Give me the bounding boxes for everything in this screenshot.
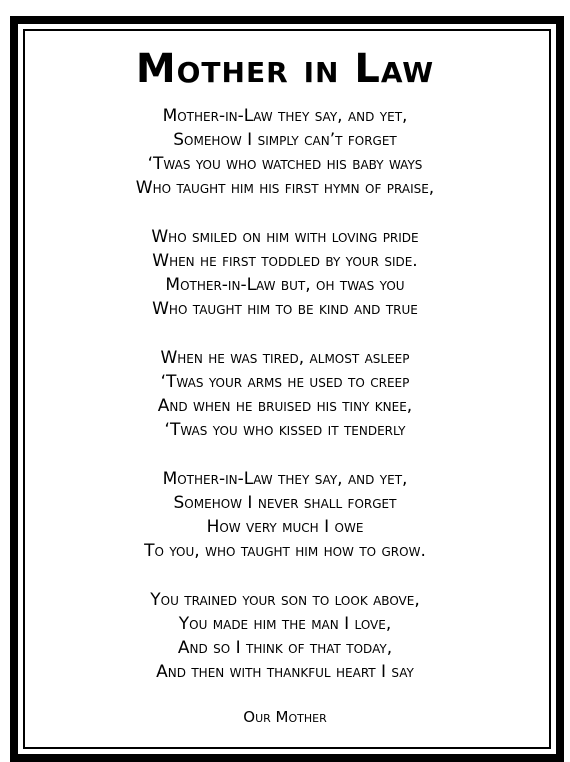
poem-line: And so I think of that today,: [177, 638, 393, 658]
poem-line: Mother-in-Law but, oh twas you: [165, 275, 405, 295]
poem-line: When he first toddled by your side.: [152, 251, 418, 271]
poem-line: When he was tired, almost asleep: [160, 348, 410, 368]
poem-line: You made him the man I love,: [178, 614, 392, 634]
poem-line: Somehow I never shall forget: [173, 493, 397, 513]
poem-line: ‘Twas you who kissed it tenderly: [164, 420, 406, 440]
stanza-5: [0, 588, 570, 684]
stanza-2: [0, 225, 570, 321]
poem-line: Mother-in-Law they say, and yet,: [162, 106, 408, 126]
poem-body: [0, 104, 570, 709]
poem-line: ‘Twas you who watched his baby ways: [147, 154, 423, 174]
poem-line: To you, who taught him how to grow.: [144, 541, 426, 561]
poem-line: And then with thankful heart I say: [156, 662, 414, 682]
poem-line: Who taught him to be kind and true: [152, 299, 418, 319]
poem-line: ‘Twas your arms he used to creep: [160, 372, 410, 392]
stanza-4: [0, 467, 570, 563]
poem-line: You trained your son to look above,: [150, 590, 420, 610]
poem-line: Who smiled on him with loving pride: [151, 227, 419, 247]
stanza-3: [0, 346, 570, 442]
poem-line: How very much I owe: [206, 517, 364, 537]
poem-title: Mother in Law: [135, 46, 435, 92]
stanza-1: [0, 104, 570, 200]
poem-line: Who taught him his first hymn of praise,: [135, 178, 435, 198]
poem-line: Mother-in-Law they say, and yet,: [162, 469, 408, 489]
poem-line: Somehow I simply can’t forget: [173, 130, 397, 150]
poem-line: And when he bruised his tiny knee,: [157, 396, 413, 416]
poem-signature: Our Mother: [243, 708, 327, 726]
